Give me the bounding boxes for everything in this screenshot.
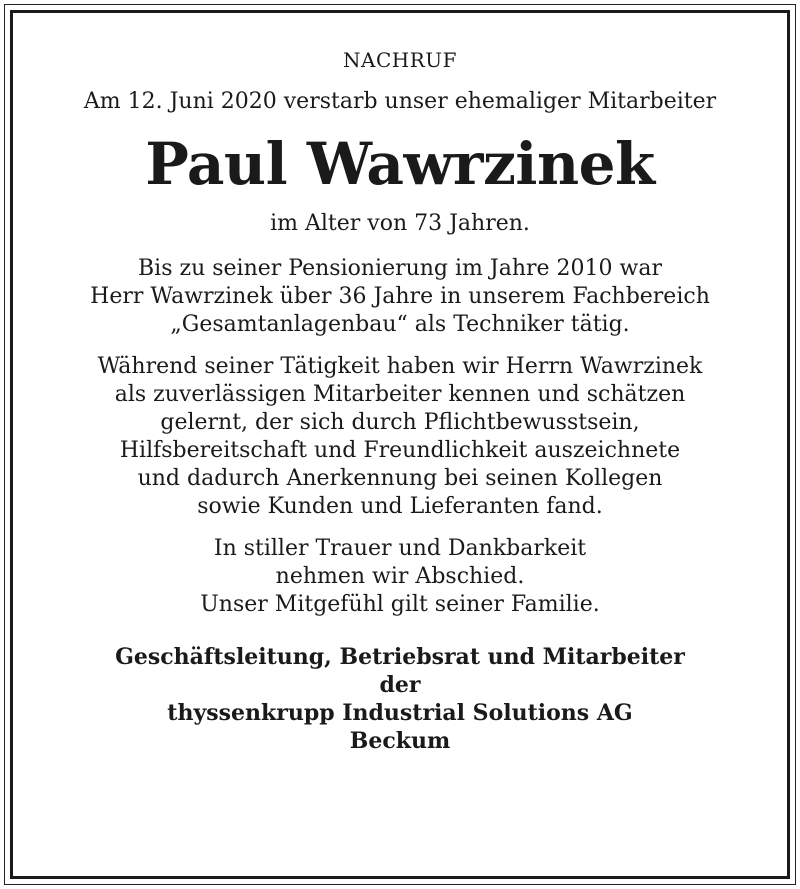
- paragraph-line: Während seiner Tätigkeit haben wir Herrn Wawrzinek: [97, 354, 703, 379]
- deceased-name: Paul Wawrzinek: [145, 130, 655, 198]
- signature-line: der: [379, 672, 421, 698]
- paragraph-line: Unser Mitgefühl gilt seiner Familie.: [200, 592, 600, 617]
- notice-heading: NACHRUF: [343, 48, 457, 72]
- intro-line: Am 12. Juni 2020 verstarb unser ehemaliger Mitarbeiter: [83, 89, 717, 114]
- career-paragraph: [10, 255, 790, 339]
- paragraph-line: und dadurch Anerkennung bei seinen Kollegen: [137, 466, 663, 491]
- farewell-paragraph: [10, 535, 790, 619]
- paragraph-line: In stiller Trauer und Dankbarkeit: [213, 536, 587, 561]
- paragraph-line: als zuverlässigen Mitarbeiter kennen und schätzen: [114, 382, 686, 407]
- appreciation-paragraph: [10, 353, 790, 521]
- signature-block: [10, 643, 790, 755]
- obituary-notice: [10, 10, 790, 755]
- paragraph-line: nehmen wir Abschied.: [275, 564, 525, 589]
- paragraph-line: gelernt, der sich durch Pflichtbewusstsein,: [160, 410, 640, 435]
- paragraph-line: sowie Kunden und Lieferanten fand.: [197, 494, 603, 519]
- signature-line: thyssenkrupp Industrial Solutions AG: [167, 700, 633, 726]
- signature-line: Beckum: [349, 728, 451, 754]
- age-line: im Alter von 73 Jahren.: [270, 211, 530, 236]
- paragraph-line: „Gesamtanlagenbau“ als Techniker tätig.: [170, 312, 630, 337]
- paragraph-line: Herr Wawrzinek über 36 Jahre in unserem Fachbereich: [90, 284, 710, 309]
- signature-line: Geschäftsleitung, Betriebsrat und Mitarbeiter: [115, 644, 685, 670]
- paragraph-line: Hilfsbereitschaft und Freundlichkeit auszeichnete: [119, 438, 681, 463]
- paragraph-line: Bis zu seiner Pensionierung im Jahre 2010 war: [138, 256, 662, 281]
